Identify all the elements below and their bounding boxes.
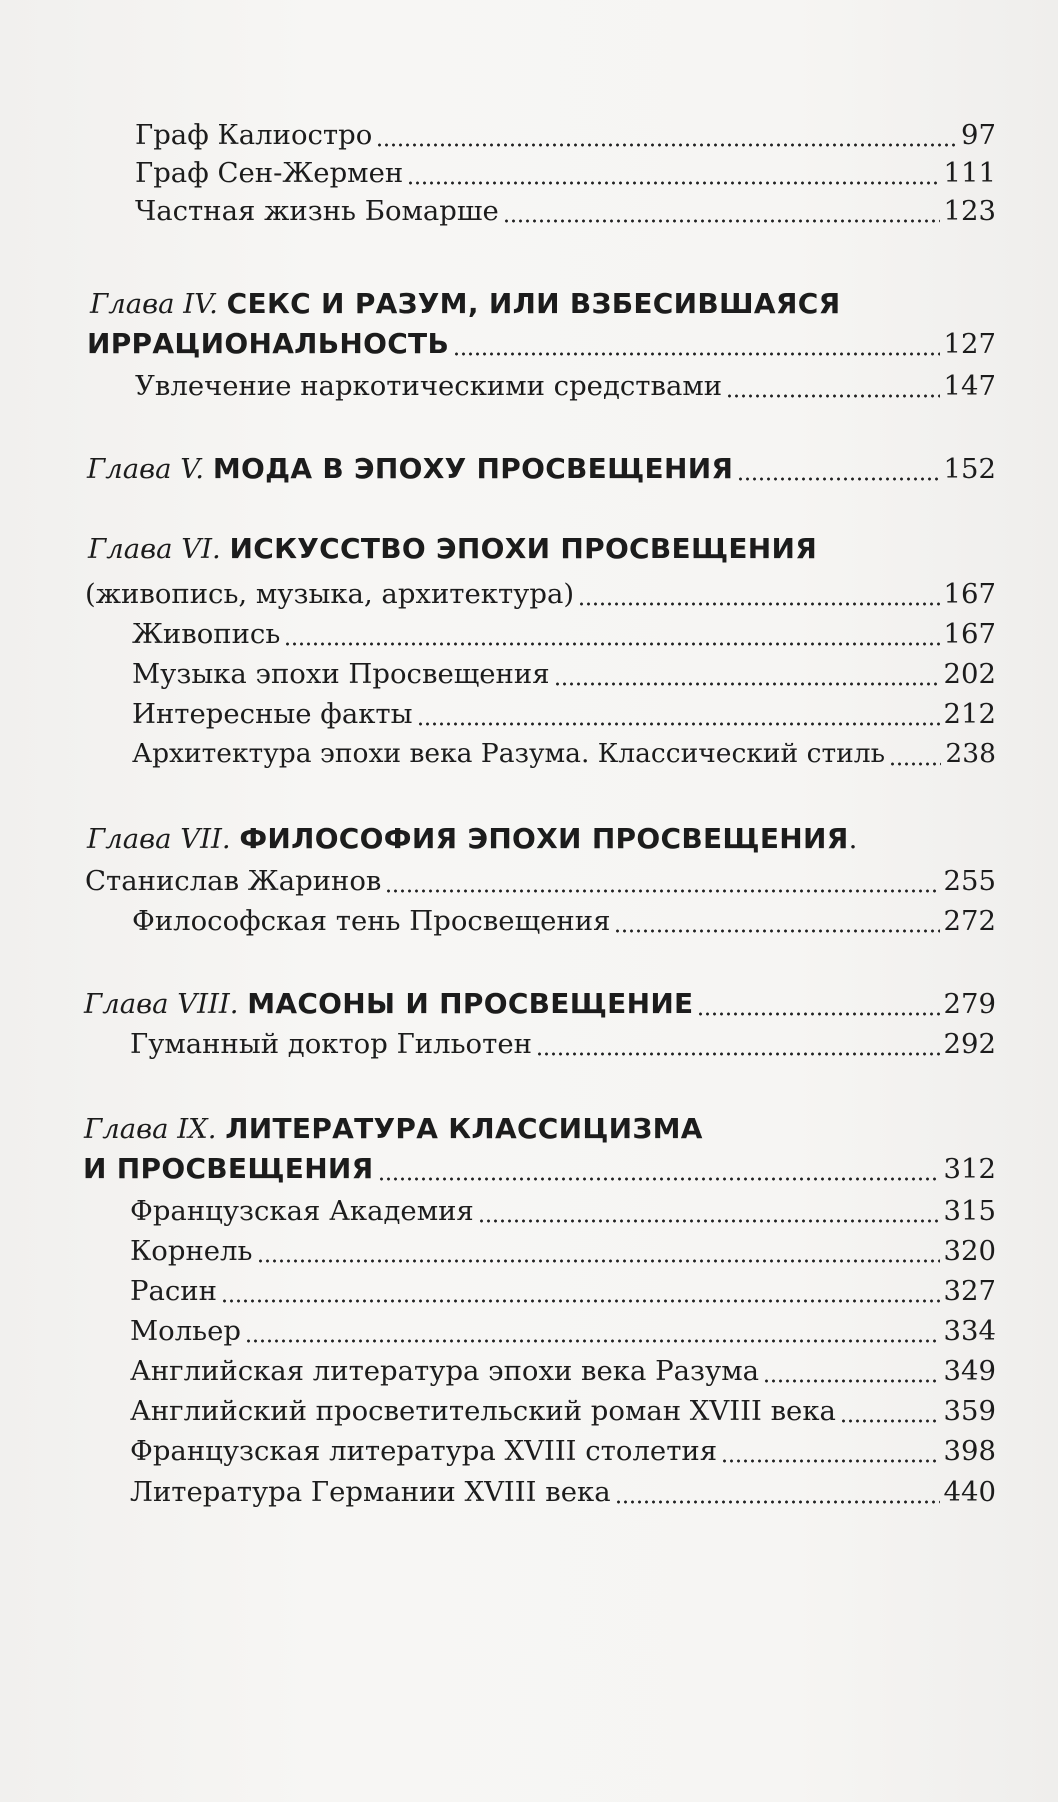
- chapter-title: ИСКУССТВО ЭПОХИ ПРОСВЕЩЕНИЯ: [229, 532, 818, 565]
- toc-entry: [87, 325, 996, 363]
- dot-leader: [257, 1232, 940, 1270]
- toc-entry-title: Корнель: [130, 1235, 253, 1267]
- dot-leader: [453, 325, 939, 363]
- toc-entry: [135, 116, 996, 154]
- dot-leader: [889, 735, 941, 773]
- chapter-title-continued: ИРРАЦИОНАЛЬНОСТЬ: [87, 327, 450, 360]
- chapter-heading: [84, 1110, 703, 1148]
- chapter-title-continued: И ПРОСВЕЩЕНИЯ: [83, 1152, 374, 1185]
- dot-leader: [578, 575, 939, 613]
- toc-page-number: 97: [961, 119, 996, 151]
- chapter-title: СЕКС И РАЗУМ, ИЛИ ВЗБЕСИВШАЯСЯ: [226, 287, 841, 320]
- toc-page-number: 398: [943, 1435, 996, 1467]
- toc-entry: [130, 1272, 996, 1310]
- toc-page-number: 312: [943, 1153, 996, 1185]
- chapter-title: МАСОНЫ И ПРОСВЕЩЕНИЕ: [247, 987, 694, 1020]
- toc-entry-title: Архитектура эпохи века Разума. Классический стиль: [132, 738, 886, 769]
- toc-entry: [83, 1150, 996, 1188]
- toc-entry-title: Французская литература XVIII столетия: [130, 1435, 718, 1467]
- toc-entry-title: Английский просветительский роман XVIII века: [130, 1395, 836, 1427]
- dot-leader: [763, 1352, 940, 1390]
- toc-entry-title: Литература Германии XVIII века: [130, 1476, 611, 1508]
- toc-entry-title: Граф Калиостро: [135, 119, 373, 151]
- toc-entry: [132, 902, 996, 940]
- toc-entry: [85, 862, 996, 900]
- toc-page-number: 238: [945, 738, 996, 769]
- dot-leader: [615, 1473, 940, 1511]
- toc-entry: [130, 1025, 996, 1063]
- chapter-title: ЛИТЕРАТУРА КЛАССИЦИЗМА: [225, 1112, 703, 1145]
- dot-leader: [721, 1432, 939, 1470]
- toc-entry: [130, 1473, 996, 1511]
- toc-entry-title: Музыка эпохи Просвещения: [132, 658, 550, 690]
- toc-page-number: 127: [943, 328, 996, 360]
- toc-page-number: 202: [943, 658, 996, 690]
- dot-leader: [417, 695, 940, 733]
- toc-entry: [135, 154, 996, 192]
- toc-entry-author: Станислав Жаринов: [85, 865, 382, 897]
- toc-page-number: 167: [943, 578, 996, 610]
- dot-leader: [697, 985, 939, 1023]
- toc-page-number: 111: [943, 157, 996, 189]
- toc-page-number: 152: [943, 453, 996, 485]
- toc-page-number: 147: [943, 370, 996, 402]
- dot-leader: [503, 192, 940, 230]
- chapter-label: Глава V.: [87, 453, 205, 485]
- toc-entry: [87, 450, 996, 488]
- chapter-heading: [87, 450, 733, 488]
- toc-entry-title: Английская литература эпохи века Разума: [130, 1355, 759, 1387]
- toc-entry-title: Философская тень Просвещения: [132, 905, 611, 937]
- dot-leader: [221, 1272, 940, 1310]
- toc-entry-title: Граф Сен-Жермен: [135, 157, 404, 189]
- toc-page-number: 320: [943, 1235, 996, 1267]
- toc-page-number: 272: [943, 905, 996, 937]
- dot-leader: [840, 1392, 940, 1430]
- toc-page-number: 292: [943, 1028, 996, 1060]
- toc-entry: [130, 1192, 996, 1230]
- toc-entry-title: Гуманный доктор Гильотен: [130, 1028, 532, 1060]
- toc-entry: [84, 985, 996, 1023]
- chapter-label: Глава VIII.: [84, 988, 239, 1020]
- toc-page-number: 359: [943, 1395, 996, 1427]
- toc-entry-title: Интересные факты: [132, 698, 413, 730]
- chapter-title-period: .: [848, 823, 858, 855]
- chapter-label: Глава VII.: [87, 823, 231, 855]
- toc-page-number: 334: [943, 1315, 996, 1347]
- toc-entry-title: Мольер: [130, 1315, 242, 1347]
- chapter-label: Глава IV.: [90, 288, 218, 320]
- toc-entry: [135, 367, 996, 405]
- toc-page-number: 255: [943, 865, 996, 897]
- toc-entry-title: Живопись: [132, 618, 281, 650]
- toc-entry: [130, 1392, 996, 1430]
- dot-leader: [554, 655, 940, 693]
- dot-leader: [407, 154, 939, 192]
- toc-entry-title: Французская Академия: [130, 1195, 474, 1227]
- toc-entry: [130, 1312, 996, 1350]
- toc-entry: [130, 1432, 996, 1470]
- chapter-heading: [84, 985, 693, 1023]
- dot-leader: [385, 862, 939, 900]
- dot-leader: [284, 615, 939, 653]
- chapter-title: МОДА В ЭПОХУ ПРОСВЕЩЕНИЯ: [212, 452, 734, 485]
- toc-entry: [130, 1232, 996, 1270]
- toc-entry-title: Частная жизнь Бомарше: [135, 195, 499, 227]
- toc-page-number: 440: [943, 1476, 996, 1508]
- dot-leader: [737, 450, 939, 488]
- toc-entry: [132, 655, 996, 693]
- chapter-label: Глава VI.: [88, 533, 221, 565]
- toc-entry: [132, 615, 996, 653]
- toc-page-number: 212: [943, 698, 996, 730]
- chapter-subtitle: (живопись, музыка, архитектура): [85, 578, 575, 610]
- toc-page-number: 279: [943, 988, 996, 1020]
- toc-entry: [130, 1352, 996, 1390]
- chapter-title: ФИЛОСОФИЯ ЭПОХИ ПРОСВЕЩЕНИЯ: [239, 822, 849, 855]
- toc-page-number: 349: [943, 1355, 996, 1387]
- chapter-heading: [88, 530, 817, 568]
- chapter-label: Глава IX.: [84, 1113, 217, 1145]
- dot-leader: [536, 1025, 940, 1063]
- dot-leader: [378, 1150, 940, 1188]
- dot-leader: [478, 1192, 940, 1230]
- toc-page-number: 315: [943, 1195, 996, 1227]
- dot-leader: [245, 1312, 939, 1350]
- toc-page-number: 167: [943, 618, 996, 650]
- toc-entry-title: Увлечение наркотическими средствами: [135, 370, 723, 402]
- dot-leader: [614, 902, 939, 940]
- chapter-heading: [87, 820, 857, 858]
- chapter-heading: [90, 285, 840, 323]
- dot-leader: [376, 116, 957, 154]
- toc-entry: [135, 192, 996, 230]
- dot-leader: [726, 367, 939, 405]
- toc-entry: [132, 735, 996, 773]
- toc-entry: [132, 695, 996, 733]
- toc-page-number: 327: [943, 1275, 996, 1307]
- toc-page-number: 123: [943, 195, 996, 227]
- toc-entry-title: Расин: [130, 1275, 217, 1307]
- toc-entry: [85, 575, 996, 613]
